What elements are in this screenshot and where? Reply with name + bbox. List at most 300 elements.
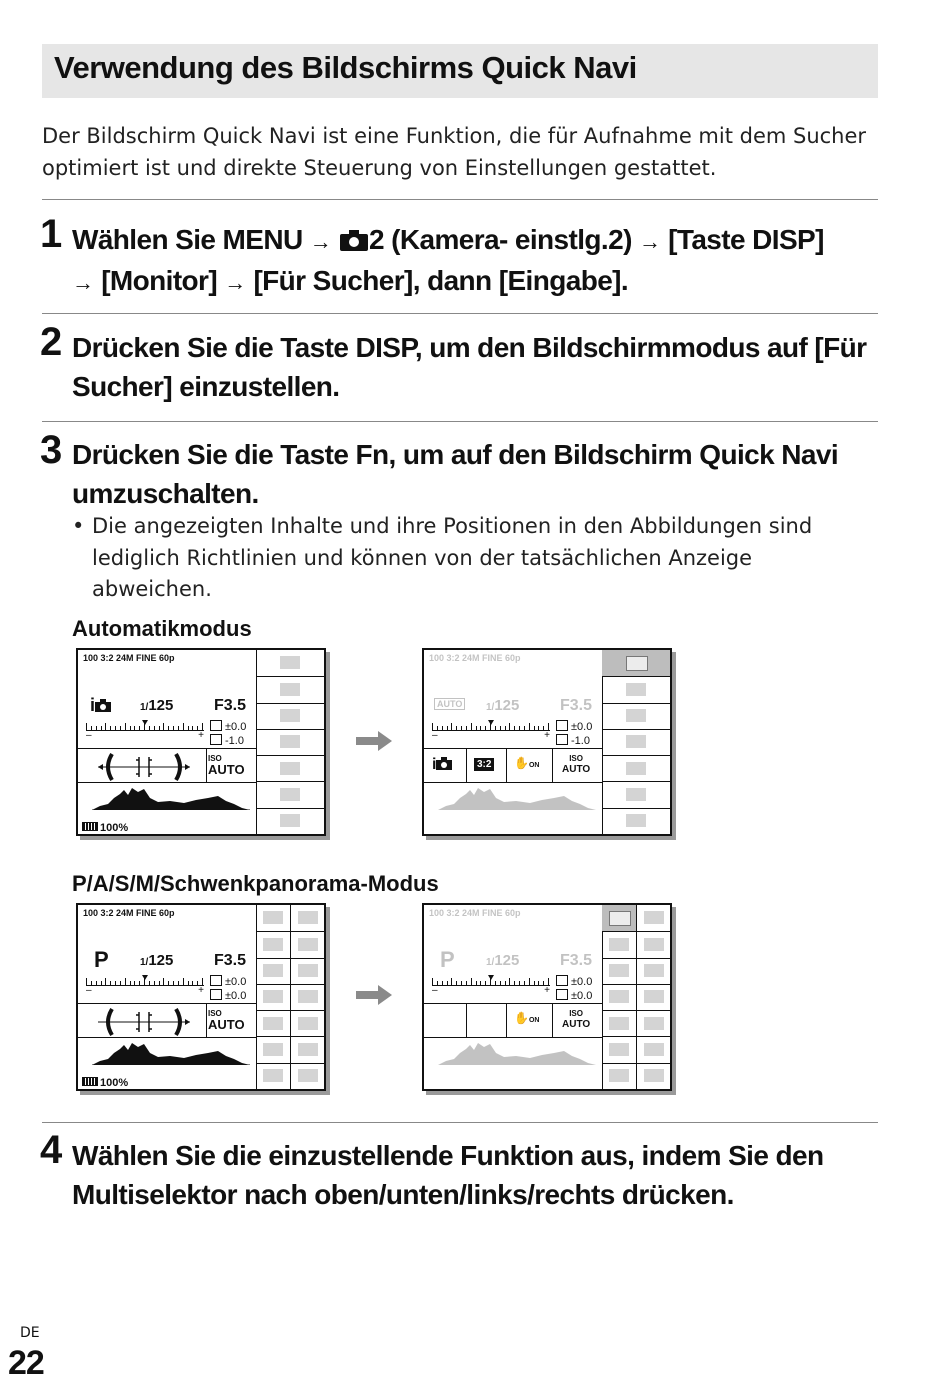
top-info: 100 3:2 24M FINE 60p <box>429 908 521 918</box>
scale-tick <box>115 981 116 986</box>
step-1-part: 2 (Kamera- einstlg.2) <box>368 224 632 255</box>
histogram <box>438 786 596 810</box>
quick-nav-item[interactable] <box>291 958 324 984</box>
scale-tick <box>101 726 102 731</box>
iso-setting <box>562 754 590 776</box>
scale-tick <box>509 978 510 986</box>
quick-nav-item[interactable] <box>602 1010 636 1036</box>
auto-quick-navi-screen <box>422 648 672 836</box>
scale-tick <box>509 723 510 731</box>
auto-mode-icon <box>90 695 111 716</box>
scale-tick <box>466 726 467 731</box>
scale-tick <box>485 726 486 731</box>
scale-tick <box>125 723 126 731</box>
quick-nav-item[interactable] <box>256 931 290 957</box>
battery-value: 100% <box>100 1077 129 1089</box>
divider <box>206 748 207 782</box>
scale-tick <box>514 981 515 986</box>
scale-tick <box>105 978 106 986</box>
scale-tick <box>96 726 97 731</box>
scale-pointer-icon <box>488 975 494 980</box>
aperture: F3.5 <box>560 697 593 714</box>
auto-mode-letter: i <box>432 756 437 773</box>
flash-icon <box>556 989 568 1000</box>
screen-info-area <box>424 650 603 834</box>
quick-nav-item[interactable] <box>256 958 290 984</box>
scale-plus: + <box>198 730 204 741</box>
scale-tick <box>154 726 155 731</box>
flash-comp <box>210 989 246 1003</box>
quick-nav-item[interactable] <box>291 931 324 957</box>
divider <box>42 1122 878 1123</box>
quick-nav-item[interactable] <box>256 729 324 755</box>
setting-placeholder-icon <box>298 1069 318 1082</box>
exposure-comp <box>556 975 592 989</box>
shutter-value: 125 <box>148 952 174 969</box>
quick-nav-item[interactable] <box>291 1036 324 1062</box>
quick-nav-item[interactable] <box>291 1010 324 1036</box>
setting-placeholder-icon <box>626 788 646 801</box>
quick-nav-item[interactable] <box>637 958 670 984</box>
exposure-comp <box>556 720 592 734</box>
divider <box>42 421 878 422</box>
steadyshot-state: ON <box>528 762 540 769</box>
quick-nav-item[interactable] <box>256 703 324 729</box>
setting-placeholder-icon <box>280 762 300 775</box>
scale-tick <box>120 981 121 986</box>
scale-tick <box>101 981 102 986</box>
setting-placeholder-icon <box>280 788 300 801</box>
setting-placeholder-icon <box>626 656 648 671</box>
setting-placeholder-icon <box>280 683 300 696</box>
aspect-ratio-badge: 3:2 <box>474 758 494 771</box>
scale-baseline <box>86 730 204 731</box>
scale-tick <box>519 726 520 731</box>
scale-tick <box>139 726 140 731</box>
shutter-value: 125 <box>148 697 174 714</box>
scale-tick <box>461 981 462 986</box>
quick-nav-item[interactable] <box>256 755 324 781</box>
arrow-icon: → <box>309 229 332 254</box>
scale-tick <box>466 981 467 986</box>
top-info: 100 3:2 24M FINE 60p <box>83 908 175 918</box>
scale-pointer-icon <box>142 975 148 980</box>
camera-icon <box>95 699 111 712</box>
quick-nav-item[interactable] <box>256 1036 290 1062</box>
quick-nav-item[interactable] <box>291 905 324 931</box>
step-1-text <box>72 220 872 302</box>
quick-nav-item[interactable] <box>291 1063 324 1089</box>
scale-plus: + <box>544 985 550 996</box>
pasm-mode-label: P/A/S/M/Schwenkpanorama-Modus <box>72 871 439 896</box>
ev-icon <box>210 975 222 986</box>
divider <box>424 782 602 783</box>
exposure-comp <box>210 975 246 989</box>
divider <box>552 1003 553 1037</box>
shutter-value: 125 <box>494 952 520 969</box>
setting-placeholder-icon <box>263 938 283 951</box>
setting-placeholder-icon <box>263 911 283 924</box>
quick-nav-item[interactable] <box>602 729 670 755</box>
setting-placeholder-icon <box>644 964 664 977</box>
setting-placeholder-icon <box>609 1069 629 1082</box>
step-1-part: [Für Sucher], dann [Eingabe]. <box>253 265 629 296</box>
quick-nav-item[interactable] <box>602 958 636 984</box>
exposure-scale <box>432 720 550 740</box>
iso-label: ISO <box>569 754 583 763</box>
step-3-number: 3 <box>40 428 63 472</box>
aperture: F3.5 <box>214 952 247 969</box>
quick-nav-column <box>256 650 324 834</box>
scale-tick <box>456 981 457 986</box>
scale-tick <box>173 981 174 986</box>
setting-placeholder-icon <box>280 656 300 669</box>
scale-tick <box>134 726 135 731</box>
shooting-mode: P <box>94 947 109 972</box>
divider <box>466 1003 467 1037</box>
setting-placeholder-icon <box>609 911 631 926</box>
setting-placeholder-icon <box>298 990 318 1003</box>
scale-tick <box>456 726 457 731</box>
quick-nav-item[interactable] <box>256 1063 290 1089</box>
quick-nav-item[interactable] <box>637 984 670 1010</box>
flash-comp-value: -1.0 <box>225 735 244 747</box>
setting-placeholder-icon <box>280 814 300 827</box>
camera-icon <box>339 228 369 252</box>
auto-badge: AUTO <box>434 698 465 710</box>
flash-comp-value: ±0.0 <box>571 990 593 1002</box>
scale-tick <box>192 726 193 731</box>
scale-baseline <box>432 985 550 986</box>
setting-placeholder-icon <box>644 938 664 951</box>
pasm-quick-navi-screen <box>422 903 672 1091</box>
divider <box>506 748 507 782</box>
scale-tick <box>529 723 530 731</box>
bullet-icon: • <box>72 514 85 538</box>
scale-tick <box>188 726 189 731</box>
screen-info-area <box>424 905 603 1089</box>
quick-nav-item[interactable] <box>602 676 670 702</box>
scale-tick <box>529 978 530 986</box>
quick-nav-item[interactable] <box>256 1010 290 1036</box>
setting-placeholder-icon <box>626 709 646 722</box>
screen-info-area <box>78 905 257 1089</box>
exposure-comp <box>210 720 246 734</box>
scale-minus: – <box>86 985 92 996</box>
shutter-prefix: 1/ <box>140 702 149 713</box>
scale-pointer-icon <box>488 720 494 725</box>
scale-tick <box>451 978 452 986</box>
quick-nav-item[interactable] <box>256 676 324 702</box>
divider <box>424 748 602 749</box>
scale-tick <box>105 723 106 731</box>
quick-nav-item[interactable] <box>602 650 670 676</box>
setting-placeholder-icon <box>609 938 629 951</box>
arrow-icon: → <box>72 270 94 295</box>
exposure-scale <box>86 975 204 995</box>
setting-placeholder-icon <box>298 938 318 951</box>
scale-tick <box>192 981 193 986</box>
quick-nav-column-right <box>637 905 670 1089</box>
scale-tick <box>110 726 111 731</box>
arrow-icon: → <box>224 270 247 295</box>
divider <box>42 199 878 200</box>
iso-value: AUTO <box>562 764 591 775</box>
scale-tick <box>183 978 184 986</box>
setting-placeholder-icon <box>644 1043 664 1056</box>
section-heading: Verwendung des Bildschirms Quick Navi <box>54 50 637 85</box>
step-3-note <box>72 511 872 606</box>
scale-tick <box>447 981 448 986</box>
setting-placeholder-icon <box>298 911 318 924</box>
setting-placeholder-icon <box>263 1069 283 1082</box>
setting-placeholder-icon <box>280 709 300 722</box>
exposure-scale <box>432 975 550 995</box>
scale-tick <box>451 723 452 731</box>
transition-arrow-icon <box>356 731 392 751</box>
step-3-text: Drücken Sie die Taste Fn, um auf den Bildschirm Quick Navi umzuschalten. <box>72 439 839 509</box>
scale-tick <box>110 981 111 986</box>
scale-tick <box>524 726 525 731</box>
scale-tick <box>524 981 525 986</box>
iso-setting <box>208 1009 245 1031</box>
shooting-mode: P <box>440 947 455 972</box>
scale-tick <box>519 981 520 986</box>
auto-mode-icon <box>432 756 452 774</box>
setting-placeholder-icon <box>263 964 283 977</box>
step-2-number: 2 <box>40 320 63 364</box>
scale-tick <box>178 981 179 986</box>
battery <box>82 1077 128 1089</box>
scale-tick <box>471 978 472 986</box>
shutter-prefix: 1/ <box>486 702 495 713</box>
divider <box>506 1003 507 1037</box>
flash-icon <box>556 734 568 745</box>
setting-placeholder-icon <box>644 990 664 1003</box>
quick-nav-item[interactable] <box>637 1036 670 1062</box>
quick-nav-item[interactable] <box>291 984 324 1010</box>
setting-placeholder-icon <box>263 1017 283 1030</box>
quick-nav-item[interactable] <box>602 905 636 931</box>
histogram <box>92 1041 250 1065</box>
scale-tick <box>134 981 135 986</box>
scale-minus: – <box>432 730 438 741</box>
shutter-speed <box>140 952 173 969</box>
top-info: 100 3:2 24M FINE 60p <box>83 653 175 663</box>
divider <box>424 1003 602 1004</box>
shutter-speed <box>140 697 173 714</box>
steadyshot-state: ON <box>528 1017 540 1024</box>
scale-baseline <box>86 985 204 986</box>
scale-tick <box>514 726 515 731</box>
scale-tick <box>159 981 160 986</box>
scale-tick <box>120 726 121 731</box>
scale-tick <box>471 723 472 731</box>
scale-tick <box>485 981 486 986</box>
divider <box>552 748 553 782</box>
scale-tick <box>476 726 477 731</box>
camera-icon <box>436 757 452 770</box>
scale-tick <box>168 981 169 986</box>
page-language: DE <box>20 1325 40 1341</box>
pasm-standard-screen <box>76 903 326 1091</box>
shutter-value: 125 <box>494 697 520 714</box>
focus-area-icon <box>94 1007 194 1037</box>
step-4-text: Wählen Sie die einzustellende Funktion aus, indem Sie den Multiselektor nach oben/unten/links/rechts drücken. <box>72 1140 824 1210</box>
quick-nav-item[interactable] <box>637 905 670 931</box>
setting-placeholder-icon <box>609 964 629 977</box>
iso-label: ISO <box>208 1009 222 1018</box>
ev-icon <box>210 720 222 731</box>
exposure-comp-value: ±0.0 <box>225 721 247 733</box>
scale-baseline <box>432 730 550 731</box>
quick-nav-column <box>602 650 670 834</box>
setting-placeholder-icon <box>263 1043 283 1056</box>
scale-tick <box>534 981 535 986</box>
quick-nav-item[interactable] <box>256 905 290 931</box>
scale-tick <box>442 981 443 986</box>
transition-arrow-icon <box>356 985 392 1005</box>
scale-tick <box>505 981 506 986</box>
scale-tick <box>149 981 150 986</box>
scale-tick <box>495 726 496 731</box>
shutter-speed <box>486 697 519 714</box>
setting-placeholder-icon <box>609 1017 629 1030</box>
scale-tick <box>130 981 131 986</box>
quick-nav-item[interactable] <box>602 755 670 781</box>
quick-nav-item[interactable] <box>637 931 670 957</box>
divider <box>78 748 256 749</box>
scale-tick <box>139 981 140 986</box>
flash-comp-value: ±0.0 <box>225 990 247 1002</box>
scale-pointer-icon <box>142 720 148 725</box>
setting-placeholder-icon <box>644 911 664 924</box>
iso-setting <box>208 754 245 776</box>
steadyshot-icon: ✋ON <box>514 1011 540 1025</box>
scale-minus: – <box>432 985 438 996</box>
quick-nav-item[interactable] <box>602 931 636 957</box>
quick-nav-item[interactable] <box>602 984 636 1010</box>
quick-nav-item[interactable] <box>637 1010 670 1036</box>
steadyshot-icon: ✋ON <box>514 756 540 770</box>
scale-plus: + <box>198 985 204 996</box>
quick-nav-item[interactable] <box>602 808 670 834</box>
ev-icon <box>556 975 568 986</box>
flash-icon <box>210 989 222 1000</box>
scale-tick <box>183 723 184 731</box>
scale-tick <box>500 726 501 731</box>
scale-tick <box>480 726 481 731</box>
scale-tick <box>178 726 179 731</box>
scale-tick <box>159 726 160 731</box>
shutter-prefix: 1/ <box>486 957 495 968</box>
setting-placeholder-icon <box>298 1017 318 1030</box>
divider <box>78 1037 256 1038</box>
scale-tick <box>480 981 481 986</box>
focus-area-icon <box>94 752 194 782</box>
setting-placeholder-icon <box>644 1017 664 1030</box>
scale-tick <box>149 726 150 731</box>
scale-tick <box>500 981 501 986</box>
quick-nav-item[interactable] <box>256 650 324 676</box>
quick-nav-item[interactable] <box>637 1063 670 1089</box>
flash-comp <box>556 989 592 1003</box>
scale-tick <box>476 981 477 986</box>
quick-nav-column-left <box>602 905 637 1089</box>
scale-tick <box>505 726 506 731</box>
arrow-icon: → <box>638 229 661 254</box>
setting-placeholder-icon <box>626 735 646 748</box>
histogram <box>92 786 250 810</box>
iso-label: ISO <box>208 754 222 763</box>
scale-tick <box>442 726 443 731</box>
auto-mode-label: Automatikmodus <box>72 616 252 641</box>
iso-value: AUTO <box>562 1019 591 1030</box>
divider <box>424 1037 602 1038</box>
scale-tick <box>173 726 174 731</box>
quick-nav-item[interactable] <box>256 808 324 834</box>
exposure-comp-value: ±0.0 <box>225 976 247 988</box>
quick-nav-item[interactable] <box>602 703 670 729</box>
scale-tick <box>154 981 155 986</box>
section-heading-bar <box>42 44 878 98</box>
iso-value: AUTO <box>208 762 245 777</box>
scale-tick <box>538 981 539 986</box>
quick-nav-item[interactable] <box>602 1063 636 1089</box>
divider <box>206 1003 207 1037</box>
page-number: 22 <box>8 1344 44 1382</box>
quick-nav-item[interactable] <box>256 984 290 1010</box>
scale-tick <box>130 726 131 731</box>
step-2-text: Drücken Sie die Taste DISP, um den Bildschirmmodus auf [Für Sucher] einzustellen. <box>72 332 867 402</box>
aperture: F3.5 <box>214 697 247 714</box>
top-info: 100 3:2 24M FINE 60p <box>429 653 521 663</box>
scale-tick <box>115 726 116 731</box>
flash-icon <box>210 734 222 745</box>
screen-info-area <box>78 650 257 834</box>
quick-nav-column-left <box>256 905 291 1089</box>
auto-standard-screen <box>76 648 326 836</box>
battery-icon <box>82 822 98 831</box>
quick-nav-column-right <box>291 905 324 1089</box>
scale-tick <box>96 981 97 986</box>
setting-placeholder-icon <box>609 990 629 1003</box>
setting-placeholder-icon <box>609 1043 629 1056</box>
scale-tick <box>538 726 539 731</box>
flash-comp-value: -1.0 <box>571 735 590 747</box>
aperture: F3.5 <box>560 952 593 969</box>
divider <box>78 782 256 783</box>
step-3-note-text: Die angezeigten Inhalte und ihre Positionen in den Abbildungen sind lediglich Richtlinien und können von der tatsächlichen Anzeige abweichen. <box>92 514 813 601</box>
ev-icon <box>556 720 568 731</box>
setting-placeholder-icon <box>263 990 283 1003</box>
scale-plus: + <box>544 730 550 741</box>
setting-placeholder-icon <box>626 762 646 775</box>
scale-tick <box>534 726 535 731</box>
quick-nav-item[interactable] <box>602 781 670 807</box>
setting-placeholder-icon <box>626 814 646 827</box>
scale-tick <box>447 726 448 731</box>
exposure-comp-value: ±0.0 <box>571 976 593 988</box>
exposure-scale <box>86 720 204 740</box>
exposure-comp-value: ±0.0 <box>571 721 593 733</box>
quick-nav-item[interactable] <box>256 781 324 807</box>
step-1-part: Wählen Sie MENU <box>72 224 303 255</box>
intro-paragraph: Der Bildschirm Quick Navi ist eine Funktion, die für Aufnahme mit dem Sucher optimiert ist und direkte Steuerung von Einstellungen gestattet. <box>42 124 867 180</box>
battery-icon <box>82 1077 98 1086</box>
iso-value: AUTO <box>208 1017 245 1032</box>
quick-nav-item[interactable] <box>602 1036 636 1062</box>
